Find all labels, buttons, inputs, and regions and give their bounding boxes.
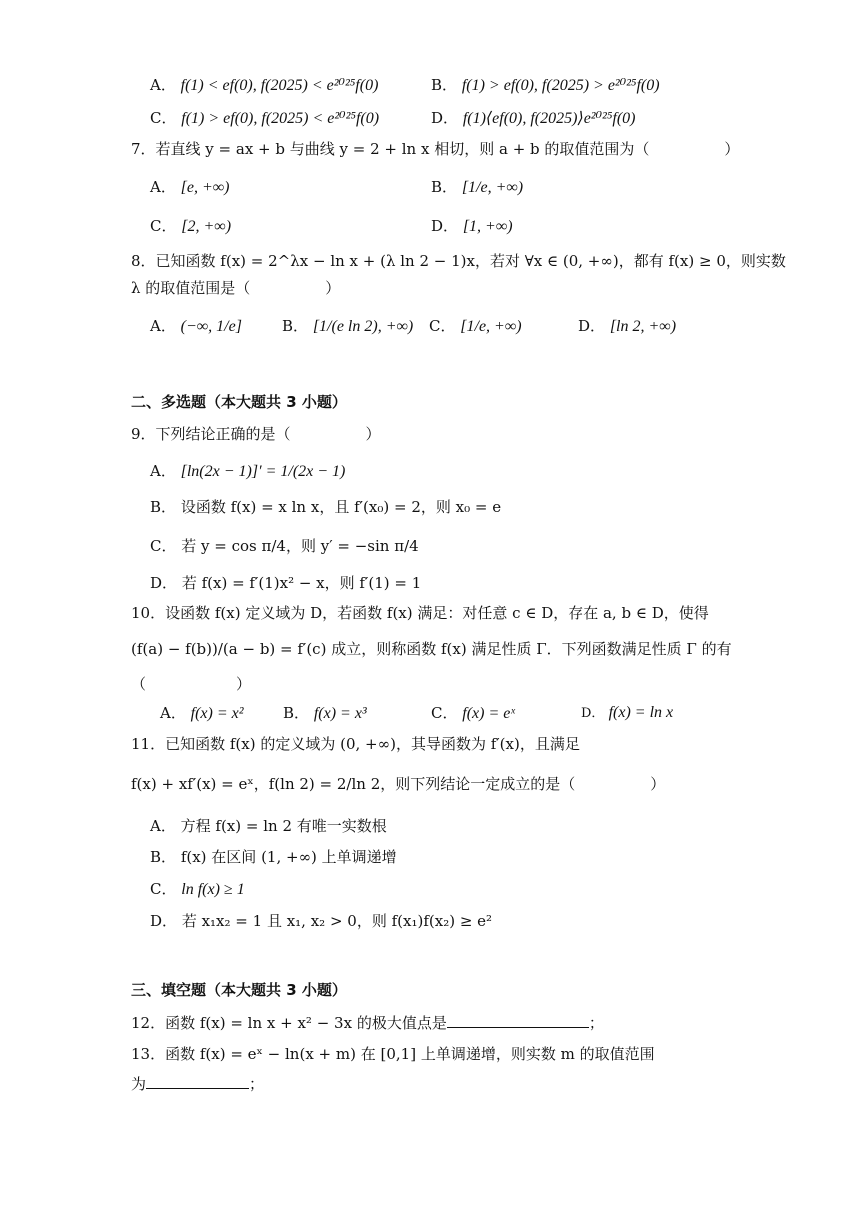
option-letter: C． <box>150 880 177 898</box>
option-text: [ln 2, +∞) <box>609 318 677 335</box>
q10-option-c[interactable] <box>431 702 515 725</box>
option-letter: B． <box>431 178 458 196</box>
option-letter: D． <box>431 217 459 235</box>
q13-answer-blank[interactable] <box>146 1072 249 1089</box>
q12-text: 12．函数 f(x) = ln x + x² − 3x 的极大值点是 <box>131 1014 447 1032</box>
q10-option-b[interactable] <box>283 702 367 725</box>
q13-line2 <box>131 1072 264 1095</box>
option-text: f(x) = x² <box>190 705 244 722</box>
q9-stem: 9．下列结论正确的是（ ） <box>131 425 381 443</box>
option-text: f(1) > ef(0), f(2025) < e²⁰²⁵f(0) <box>181 110 380 127</box>
q8-option-a[interactable] <box>150 315 242 338</box>
q12-answer-blank[interactable] <box>447 1011 589 1028</box>
q10-stem-line1: 10．设函数 f(x) 定义域为 D，若函数 f(x) 满足：对任意 c ∈ D，存在 a, b ∈ D，使得 <box>131 604 709 622</box>
section-title-multiple-choice: 二、多选题（本大题共 3 小题） <box>131 393 347 411</box>
q6-option-d[interactable] <box>431 107 635 130</box>
q10-stem-line2: (f(a) − f(b))/(a − b) = f′(c) 成立，则称函数 f(x) 满足性质 Γ．下列函数满足性质 Γ 的有 <box>131 640 732 658</box>
option-letter: D． <box>581 706 605 721</box>
q11-option-d[interactable] <box>150 910 492 932</box>
option-text: 设函数 f(x) = x ln x，且 f′(x₀) = 2，则 x₀ = e <box>180 498 502 516</box>
q9-option-a[interactable] <box>150 460 345 483</box>
q7-option-a[interactable] <box>150 176 229 199</box>
q6-option-a[interactable] <box>150 74 378 97</box>
option-letter: C． <box>150 537 177 555</box>
option-letter: A． <box>150 76 176 94</box>
q7-option-d[interactable] <box>431 215 513 238</box>
q7-stem: 7．若直线 y = ax + b 与曲线 y = 2 + ln x 相切，则 a + b 的取值范围为（ ） <box>131 140 740 158</box>
option-text: [1/e, +∞) <box>461 179 524 196</box>
q6-option-c[interactable] <box>150 107 379 130</box>
option-text: f(1) > ef(0), f(2025) > e²⁰²⁵f(0) <box>461 77 660 94</box>
option-letter: A． <box>150 317 176 335</box>
option-text: f(x) = eˣ <box>462 705 515 722</box>
option-letter: C． <box>150 109 177 127</box>
q7-option-c[interactable] <box>150 215 231 238</box>
q8-option-c[interactable] <box>429 315 522 338</box>
q10-stem-line3: （ ） <box>131 675 252 693</box>
q10-option-a[interactable] <box>160 702 244 725</box>
q10-option-d[interactable] <box>581 702 673 725</box>
option-letter: B． <box>282 317 309 335</box>
q7-option-b[interactable] <box>431 176 523 199</box>
option-letter: B． <box>150 848 177 866</box>
option-letter: D． <box>150 574 178 592</box>
q8-option-d[interactable] <box>578 315 676 338</box>
option-text: f(1)⟨ef(0), f(2025)⟩e²⁰²⁵f(0) <box>462 110 636 127</box>
option-letter: A． <box>150 817 176 835</box>
option-text: [2, +∞) <box>181 218 232 235</box>
q6-option-b[interactable] <box>431 74 660 97</box>
q11-option-c[interactable] <box>150 878 245 901</box>
option-text: f(x) 在区间 (1, +∞) 上单调递增 <box>180 848 397 866</box>
q13-line1: 13．函数 f(x) = eˣ − ln(x + m) 在 [0,1] 上单调递增，则实数 m 的取值范围 <box>131 1045 655 1063</box>
option-letter: D． <box>431 109 459 127</box>
q11-option-b[interactable] <box>150 846 397 868</box>
q13-end: ； <box>249 1075 265 1093</box>
option-text: ln f(x) ≥ 1 <box>181 881 245 898</box>
option-letter: B． <box>283 704 310 722</box>
q11-stem-line1: 11．已知函数 f(x) 的定义域为 (0, +∞)，其导函数为 f′(x)，且满足 <box>131 735 580 753</box>
option-letter: C． <box>431 704 458 722</box>
option-letter: C． <box>429 317 456 335</box>
q11-option-a[interactable] <box>150 815 387 837</box>
q13-line2-text: 为 <box>131 1075 147 1093</box>
q8-stem-line2: λ 的取值范围是（ ） <box>131 279 341 297</box>
q9-option-d[interactable] <box>150 572 421 594</box>
option-text: [1/(e ln 2), +∞) <box>312 318 414 335</box>
option-letter: B． <box>150 498 177 516</box>
option-text: (−∞, 1/e] <box>180 318 242 335</box>
option-text: f(x) = ln x <box>608 704 674 721</box>
option-text: 方程 f(x) = ln 2 有唯一实数根 <box>180 817 387 835</box>
option-letter: A． <box>150 178 176 196</box>
option-letter: D． <box>578 317 606 335</box>
option-text: f(x) = x³ <box>313 705 367 722</box>
option-letter: D． <box>150 912 178 930</box>
option-letter: A． <box>160 704 186 722</box>
option-text: [1, +∞) <box>462 218 513 235</box>
q8-option-b[interactable] <box>282 315 413 338</box>
q9-option-b[interactable] <box>150 496 501 518</box>
option-letter: A． <box>150 462 176 480</box>
option-text: 若 x₁x₂ = 1 且 x₁, x₂ > 0，则 f(x₁)f(x₂) ≥ e² <box>181 912 493 930</box>
option-text: [ln(2x − 1)]′ = 1/(2x − 1) <box>180 463 346 480</box>
option-letter: C． <box>150 217 177 235</box>
section-title-fill-in: 三、填空题（本大题共 3 小题） <box>131 981 347 999</box>
q12-end: ； <box>588 1014 604 1032</box>
option-text: 若 y = cos π/4，则 y′ = −sin π/4 <box>181 537 419 555</box>
option-letter: B． <box>431 76 458 94</box>
q12-line <box>131 1011 604 1034</box>
option-text: [e, +∞) <box>180 179 230 196</box>
q9-option-c[interactable] <box>150 535 419 557</box>
q11-stem-line2: f(x) + xf′(x) = eˣ，f(ln 2) = 2/ln 2，则下列结论一定成立的是（ ） <box>131 775 666 793</box>
q8-stem-line1: 8．已知函数 f(x) = 2^λx − ln x + (λ ln 2 − 1)x，若对 ∀x ∈ (0, +∞)，都有 f(x) ≥ 0，则实数 <box>131 252 786 270</box>
option-text: f(1) < ef(0), f(2025) < e²⁰²⁵f(0) <box>180 77 379 94</box>
option-text: [1/e, +∞) <box>460 318 522 335</box>
option-text: 若 f(x) = f′(1)x² − x，则 f′(1) = 1 <box>181 574 422 592</box>
